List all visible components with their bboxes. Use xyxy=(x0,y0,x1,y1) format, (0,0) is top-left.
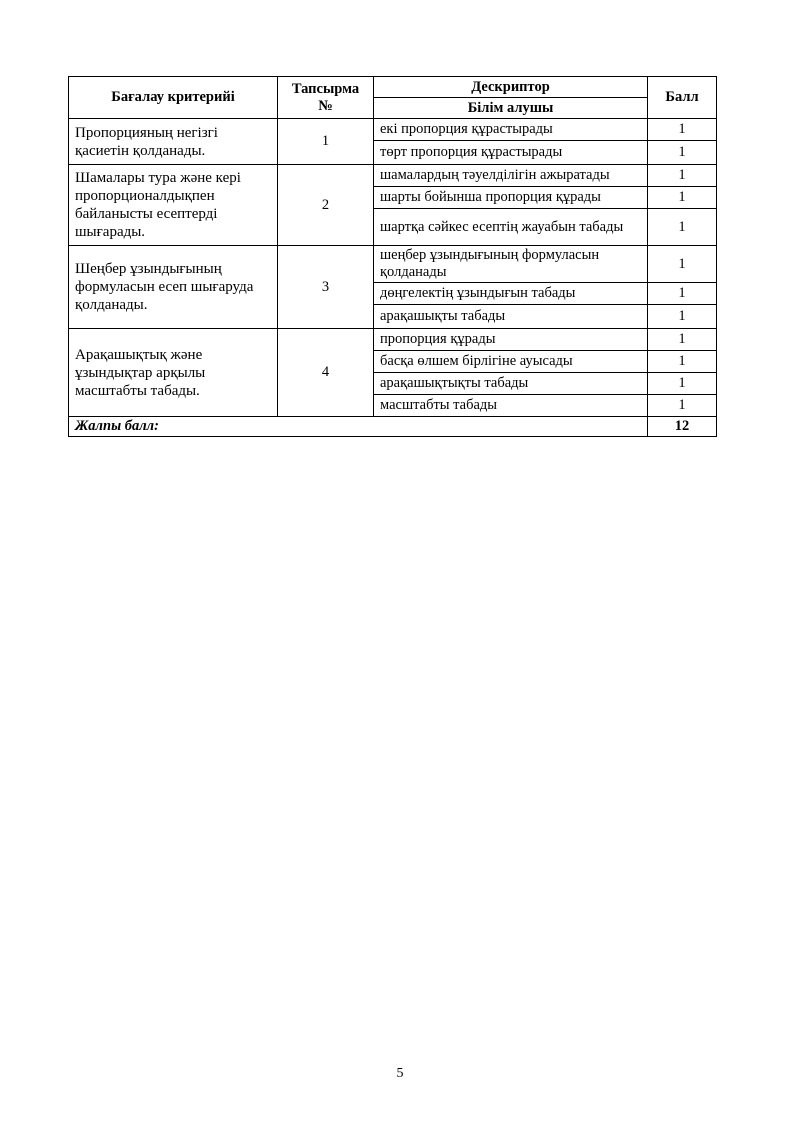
header-task-line1: Тапсырма xyxy=(291,80,360,97)
descriptor-cell: екі пропорция құрастырады xyxy=(374,119,648,141)
score-cell: 1 xyxy=(648,283,717,305)
score-cell: 1 xyxy=(648,119,717,141)
task-number-cell: 2 xyxy=(278,165,374,246)
score-cell: 1 xyxy=(648,141,717,165)
score-cell: 1 xyxy=(648,246,717,283)
descriptor-cell: төрт пропорция құрастырады xyxy=(374,141,648,165)
page-number: 5 xyxy=(396,1066,404,1081)
header-descriptor: Дескриптор xyxy=(374,77,648,98)
descriptor-cell: шартқа сәйкес есептің жауабын табады xyxy=(374,209,648,246)
total-score: 12 xyxy=(648,417,717,437)
descriptor-cell: пропорция құрады xyxy=(374,329,648,351)
table-row xyxy=(69,165,717,187)
score-cell: 1 xyxy=(648,187,717,209)
header-criteria: Бағалау критерийі xyxy=(69,77,278,119)
descriptor-cell: арақашықты табады xyxy=(374,305,648,329)
table-body xyxy=(69,119,717,437)
table-header xyxy=(69,77,717,119)
criterion-cell: Шамалары тура және кері пропорционалдықпен байланысты есептерді шығарады. xyxy=(69,165,278,246)
criterion-cell: Арақашықтық және ұзындықтар арқылы масштабты табады. xyxy=(69,329,278,417)
task-number-cell: 4 xyxy=(278,329,374,417)
descriptor-cell: арақашықтықты табады xyxy=(374,373,648,395)
descriptor-cell: басқа өлшем бірлігіне ауысады xyxy=(374,351,648,373)
header-task xyxy=(278,77,374,119)
score-cell: 1 xyxy=(648,209,717,246)
table-row xyxy=(69,246,717,283)
descriptor-cell: шеңбер ұзындығының формуласын қолданады xyxy=(374,246,648,283)
total-label: Жалпы балл: xyxy=(69,417,648,437)
header-task-line2: № xyxy=(318,97,333,114)
descriptor-cell: шамалардың тәуелділігін ажыратады xyxy=(374,165,648,187)
criterion-cell: Шеңбер ұзындығының формуласын есеп шығаруда қолданады. xyxy=(69,246,278,329)
table-row xyxy=(69,119,717,141)
score-cell: 1 xyxy=(648,351,717,373)
task-number-cell: 3 xyxy=(278,246,374,329)
criterion-cell: Пропорцияның негізгі қасиетін қолданады. xyxy=(69,119,278,165)
total-row xyxy=(69,417,717,437)
score-cell: 1 xyxy=(648,329,717,351)
score-cell: 1 xyxy=(648,373,717,395)
descriptor-cell: масштабты табады xyxy=(374,395,648,417)
table-row xyxy=(69,329,717,351)
header-learner: Білім алушы xyxy=(374,98,648,119)
descriptor-cell: шарты бойынша пропорция құрады xyxy=(374,187,648,209)
assessment-rubric-table xyxy=(68,76,717,437)
score-cell: 1 xyxy=(648,165,717,187)
score-cell: 1 xyxy=(648,305,717,329)
score-cell: 1 xyxy=(648,395,717,417)
task-number-cell: 1 xyxy=(278,119,374,165)
descriptor-cell: дөңгелектің ұзындығын табады xyxy=(374,283,648,305)
header-score: Балл xyxy=(648,77,717,119)
